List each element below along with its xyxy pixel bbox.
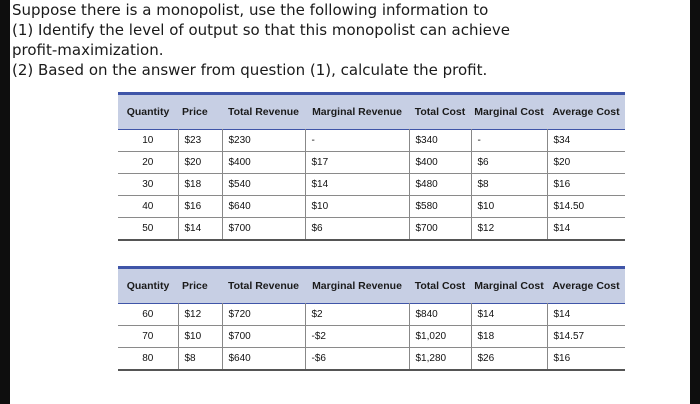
cost-revenue-table-2 [118,266,625,371]
table-row [118,130,625,152]
cell-price: $23 [178,130,222,152]
right-dark-border [690,0,700,404]
header-total-revenue: Total Revenue [222,94,305,130]
cell-average-cost: $16 [547,174,625,196]
cell-total-revenue: $640 [222,196,305,218]
cell-marginal-revenue: $2 [305,304,409,326]
cell-marginal-revenue: $17 [305,152,409,174]
table-header-row [118,94,625,130]
header-quantity: Quantity [118,268,178,304]
question-text [12,0,612,80]
cell-total-revenue: $400 [222,152,305,174]
header-average-cost: Average Cost [547,268,625,304]
cell-total-revenue: $700 [222,326,305,348]
cell-price: $18 [178,174,222,196]
question-line: Suppose there is a monopolist, use the following information to [12,1,489,19]
cell-quantity: 30 [118,174,178,196]
cell-marginal-cost: $6 [471,152,547,174]
header-marginal-revenue: Marginal Revenue [305,94,409,130]
cost-revenue-table-1 [118,92,625,241]
table-row [118,218,625,241]
cell-price: $8 [178,348,222,371]
cell-total-cost: $1,280 [409,348,471,371]
cell-price: $10 [178,326,222,348]
cell-total-revenue: $230 [222,130,305,152]
cell-average-cost: $14.50 [547,196,625,218]
left-dark-border [0,0,10,404]
table-header-row [118,268,625,304]
question-line: (2) Based on the answer from question (1), calculate the profit. [12,61,488,79]
cell-quantity: 40 [118,196,178,218]
header-quantity: Quantity [118,94,178,130]
header-price: Price [178,268,222,304]
cell-marginal-cost: $12 [471,218,547,241]
cell-average-cost: $14 [547,218,625,241]
cell-marginal-cost: $26 [471,348,547,371]
cell-marginal-cost: - [471,130,547,152]
cell-total-cost: $400 [409,152,471,174]
cell-total-revenue: $720 [222,304,305,326]
cell-marginal-cost: $14 [471,304,547,326]
header-marginal-cost: Marginal Cost [471,94,547,130]
cell-total-cost: $700 [409,218,471,241]
cell-marginal-revenue: $10 [305,196,409,218]
cell-total-revenue: $700 [222,218,305,241]
table-row [118,348,625,371]
cell-quantity: 50 [118,218,178,241]
cell-average-cost: $14.57 [547,326,625,348]
cell-total-revenue: $640 [222,348,305,371]
question-line: (1) Identify the level of output so that this monopolist can achieve [12,21,510,39]
cell-average-cost: $20 [547,152,625,174]
cell-price: $16 [178,196,222,218]
table-row [118,152,625,174]
header-total-cost: Total Cost [409,94,471,130]
cell-average-cost: $34 [547,130,625,152]
cell-average-cost: $14 [547,304,625,326]
header-total-cost: Total Cost [409,268,471,304]
cell-marginal-cost: $10 [471,196,547,218]
cell-marginal-cost: $18 [471,326,547,348]
cell-total-cost: $1,020 [409,326,471,348]
cell-quantity: 10 [118,130,178,152]
header-marginal-revenue: Marginal Revenue [305,268,409,304]
cell-quantity: 60 [118,304,178,326]
cell-total-cost: $840 [409,304,471,326]
cell-marginal-revenue: $14 [305,174,409,196]
cell-quantity: 80 [118,348,178,371]
header-total-revenue: Total Revenue [222,268,305,304]
cell-total-revenue: $540 [222,174,305,196]
cell-marginal-revenue: $6 [305,218,409,241]
cell-marginal-revenue: -$6 [305,348,409,371]
cell-marginal-cost: $8 [471,174,547,196]
header-price: Price [178,94,222,130]
cell-price: $14 [178,218,222,241]
cell-marginal-revenue: -$2 [305,326,409,348]
cell-marginal-revenue: - [305,130,409,152]
cell-price: $12 [178,304,222,326]
header-average-cost: Average Cost [547,94,625,130]
cell-price: $20 [178,152,222,174]
cell-total-cost: $480 [409,174,471,196]
table-row [118,196,625,218]
question-line: profit-maximization. [12,41,164,59]
cell-total-cost: $340 [409,130,471,152]
cell-total-cost: $580 [409,196,471,218]
table-row [118,174,625,196]
table-row [118,326,625,348]
cell-quantity: 70 [118,326,178,348]
cell-quantity: 20 [118,152,178,174]
table-row [118,304,625,326]
header-marginal-cost: Marginal Cost [471,268,547,304]
cell-average-cost: $16 [547,348,625,371]
